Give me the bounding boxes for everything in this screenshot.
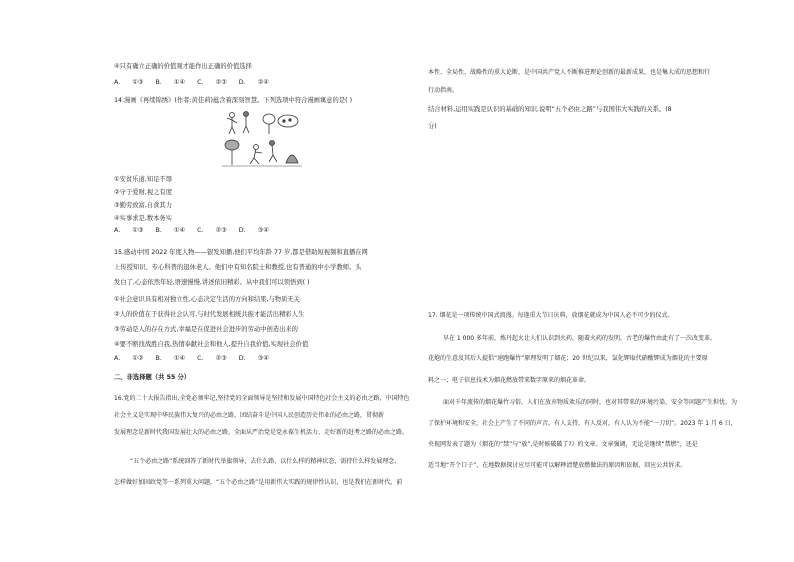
q13-option-4: ④只有确立正确的价值观才能作出正确的价值选择: [114, 63, 252, 70]
q17-material-line-1: 17. 烟花是一项传统中国式浪漫。每逢重大节日庆典，放烟花就成为中国人必不可少的仪式。: [428, 312, 674, 319]
q16-material-line-1: 16.党的二十大报告指出,全党必须牢记,坚持党的全面领导是坚持和发展中国特色社会主义的必由之路，中国特色: [114, 395, 410, 402]
q14-option-1: ①安贫乐道,知足不辱: [114, 176, 173, 183]
q17-material-line-4: 料之一；电子信息技术为烟花燃放带来数字原来的烟花革命。: [428, 377, 591, 384]
q15-option-1: ①社会意识具有相对独立性,心态决定生活的方向和结果,与物质无关: [114, 296, 300, 303]
q14-option-3: ③勤劳致富,自食其力: [114, 202, 173, 209]
q15-stem-line-1: 15.感动中国 2022 年度人物——银发知播,他们平均年龄 77 岁,都是借助短视频和直播在网: [114, 249, 368, 256]
q15-choices: A. ①② B. ①④ C. ②③ D. ③④: [114, 355, 269, 362]
cartoon-image: [222, 107, 302, 170]
q15-stem-line-2: 上传授知识、专心科普的退休老人。他们中有知名院士和教授,也有普通的中小学教师。头: [114, 264, 362, 271]
q17-material-line-8: 适当地“开个口子”，在地数据探讨应尽可能可以解释清楚放燃做法的原因和依据，回应公共诉求。: [428, 462, 687, 469]
q14-option-2: ②守于爱财,视之有度: [114, 189, 173, 196]
q16-continued-line-2: 行动指南。: [428, 87, 459, 94]
q16-material-line-2: 社会主义是实现中华民族伟大复兴的必由之路，团结奋斗是中国人民创造历史伟业的必由之路，贯彻新: [114, 412, 385, 419]
q16-material-line-5: 怎样做好加固政党等一系列重大问题，“五个必由之路”是用新伟大实践的规律性认识，也是我们在新时代，前: [114, 479, 403, 486]
q14-choices: A. ①③ B. ①④ C. ②③ D. ③④: [114, 227, 269, 234]
q15-stem-line-3: 发白了,心态依然年轻,语速慢慢,讲述依旧精彩。从中我们可以领悟到( ): [114, 279, 310, 286]
q15-option-3: ③劳动是人的存在方式,幸福是在促进社会进步的劳动中创造出来的: [114, 326, 298, 333]
q16-continued-line-1: 本性、全局性、战略性的重大论断，是中国共产党人不断推进理论创新的最新成果，也是集大成的思想和行: [428, 69, 711, 76]
q17-material-line-5: 面对千年流传的烟花爆竹习俗，人们在放弃物质欢乐的同时，也对其带来的环境污染、安全等问题产生担忧。为: [443, 399, 738, 406]
q15-option-2: ②人的价值在于获得社会认可,与时代发展相统共振才能活出精彩人生: [114, 311, 305, 318]
q17-material-line-2: 早在 1 000 多年前，炼丹起火让人们认识到火药，随着火药的发明，古老的爆竹由此有了一次改变革。: [443, 335, 716, 342]
q17-material-line-6: 了保护环境和安全，社会上产生了不同的声音，有人支持，有人反对，有人认为不能“一刀切”。2023 年 1 月 6 日，: [428, 420, 737, 427]
section-heading-nonchoice: 二、非选择题（共 55 分）: [114, 374, 191, 381]
q16-material-line-4: “五个必由之路”系统回答了新时代举旗领导，去什么路，以什么样的精神状态，需持什么样发展理念，: [130, 458, 401, 465]
q15-option-4: ④要不断找战胜自我,热情奉献社会和他人,提升自我价值,实现社会价值: [114, 341, 309, 348]
q17-material-line-7: 央视网发表了题为《烟花的“禁”与“放”,是时候破破了?》的文章。文章强调，无论是继续“禁燃”，还是: [428, 441, 698, 448]
q14-option-4: ④实事求是,数本务实: [114, 215, 173, 222]
q16-task-line-1: 结合材料,运用实践是认识的基础的知识,说明“五个必由之路”与我国伟大实践的关系。(8: [428, 106, 672, 113]
q16-material-line-3: 发展理念是新时代我国发展壮大的必由之路，全面从严治党是党永葆生机活力、走好新的赶考之路的必由之路。: [114, 429, 409, 436]
q17-material-line-3: 花炮的生意及其后人提倡“速跑爆竹”原理发明了烟花；20 世纪以来，氯化钾取代硝酸钾成为烟花的主要原: [428, 355, 708, 362]
q16-task-line-2: 分): [428, 123, 437, 130]
q14-stem: 14.漫画《再续锦绣》(作者:黄佳莉)蕴含着深刻智慧。下列选项中符合漫画寓意的是( ): [114, 97, 353, 104]
q13-choices: A. ①③ B. ①④ C. ②③ D. ②④: [114, 79, 269, 86]
